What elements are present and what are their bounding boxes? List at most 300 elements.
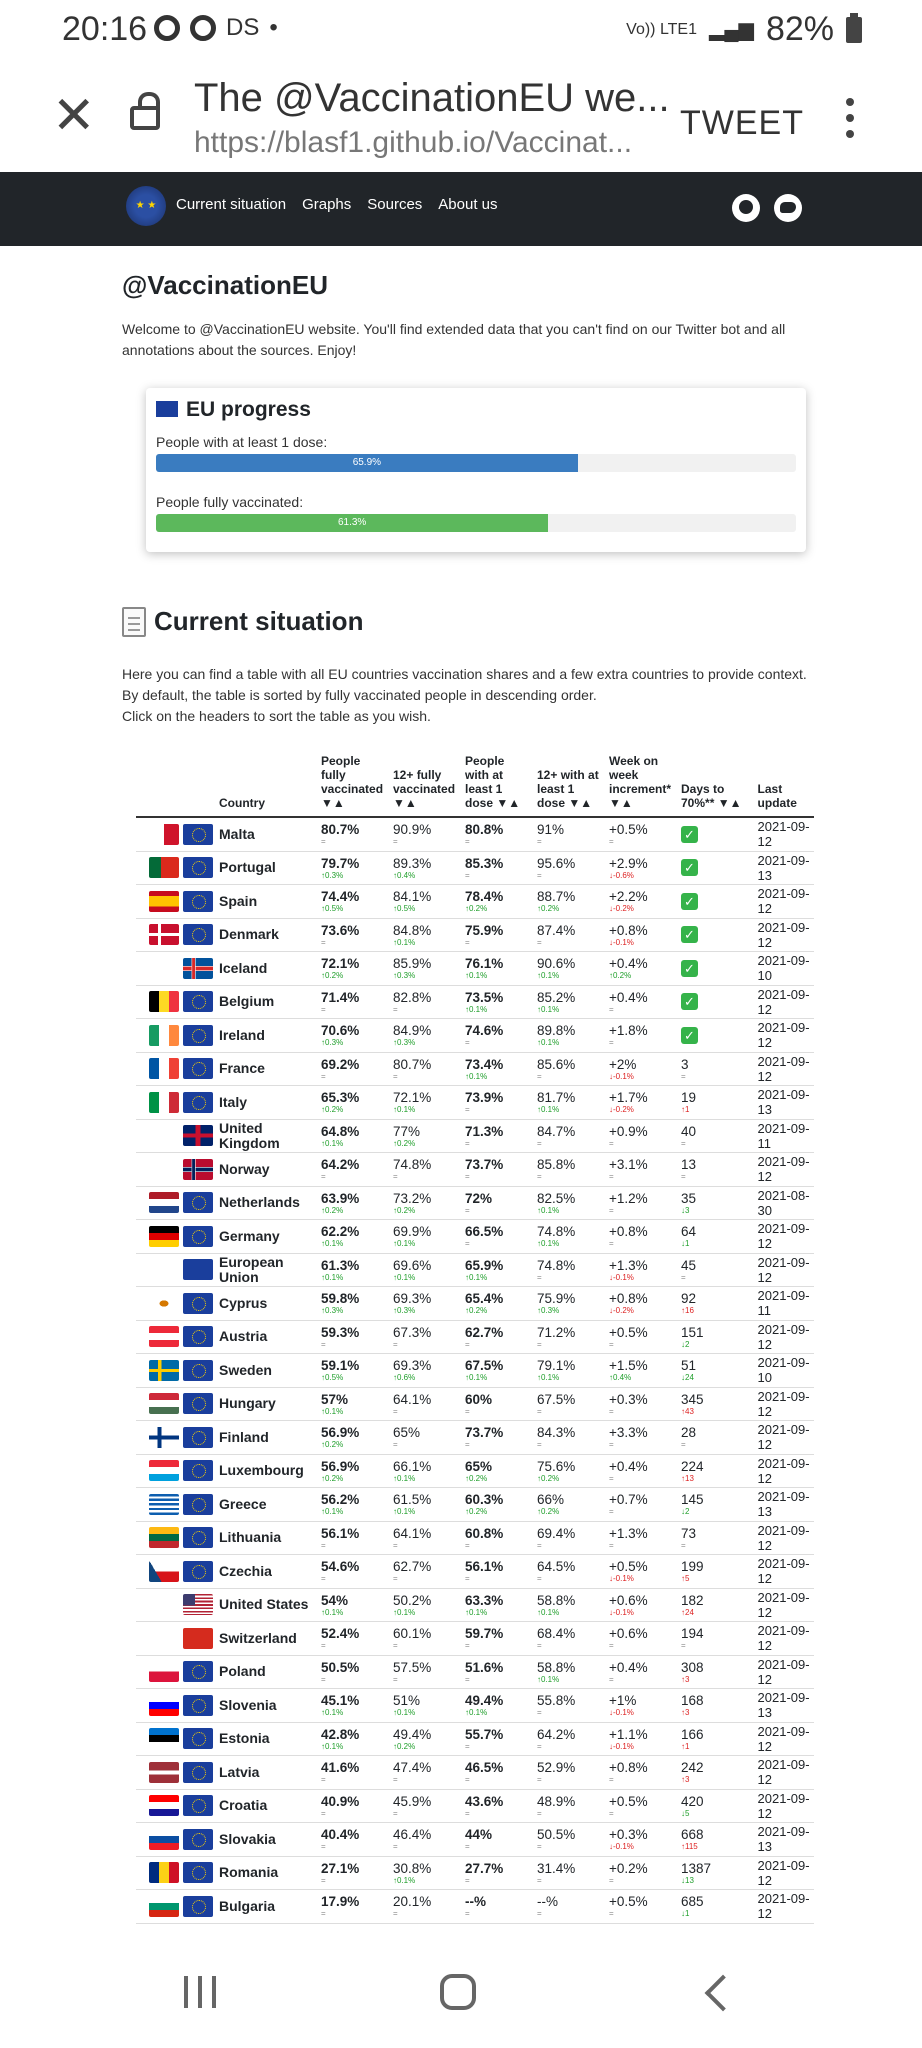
table-row [136,1655,814,1689]
country-flag-icon [149,1360,179,1381]
country-flag-icon [149,1092,179,1113]
days-cell: 420 ↓5 [678,1789,755,1823]
data-cell: 75.9% ↑0.3% [534,1287,606,1321]
country-name: Norway [216,1153,318,1187]
data-cell: 64.1% = [390,1521,462,1555]
country-name: Bulgaria [216,1890,318,1924]
recents-icon[interactable] [184,1976,216,2008]
eu-flag-icon [183,891,213,912]
data-cell: 84.9% ↑0.3% [390,1019,462,1053]
data-cell: +3.1% = [606,1153,678,1187]
flags-cell [136,1823,216,1857]
flags-cell [136,1588,216,1622]
eu-flag-icon [183,1728,213,1749]
table-row [136,1722,814,1756]
days-cell: 13 = [678,1153,755,1187]
country-name: Ireland [216,1019,318,1053]
battery-percent: 82% [765,10,834,48]
eu-flag-icon [183,1427,213,1448]
data-cell: 90.6% ↑0.1% [534,952,606,986]
country-flag-icon [149,1795,179,1816]
data-cell: 80.8% = [462,817,534,851]
chrome-icon [154,15,180,41]
data-cell: 58.8% ↑0.1% [534,1655,606,1689]
data-cell: 64.8% ↑0.1% [318,1119,390,1153]
data-cell: 69.9% ↑0.1% [390,1220,462,1254]
section-description: Here you can find a table with all EU countries vaccination shares and a few extra countries to provide context. By default, the table is sorted by fully vaccinated people in descending order. Click on the headers to sort the table as you wish. [122,666,807,724]
data-cell: 91% = [534,817,606,851]
check-icon: ✓ [681,826,698,843]
flags-cell [136,1521,216,1555]
data-cell: +0.5% ↓-0.1% [606,1555,678,1589]
home-icon[interactable] [440,1974,476,2010]
github-icon[interactable] [732,194,760,222]
eu-progress-title: EU progress [156,398,311,422]
data-cell: 50.5% = [318,1655,390,1689]
flags-cell [136,1722,216,1756]
days-cell [678,851,755,885]
data-cell: --% = [462,1890,534,1924]
country-name: Croatia [216,1789,318,1823]
data-cell: 31.4% = [534,1856,606,1890]
country-name: Portugal [216,851,318,885]
eu-flag-icon [183,1360,213,1381]
nav-sources[interactable]: Sources [367,196,423,213]
table-row [136,1320,814,1354]
data-cell: 75.6% ↑0.2% [534,1454,606,1488]
flags-cell [136,1488,216,1522]
days-cell [678,985,755,1019]
last-update-cell: 2021-09-13 [755,1823,814,1857]
flags-cell [136,1354,216,1388]
country-name: Germany [216,1220,318,1254]
table-row [136,1387,814,1421]
chrome-icon [190,15,216,41]
welcome-text: Welcome to @VaccinationEU website. You'll find extended data that you can't find on our Twitter bot and all annotations about the sources. Enjoy! [122,321,786,358]
last-update-cell: 2021-09-12 [755,1019,814,1053]
country-name: Iceland [216,952,318,986]
country-flag-icon [149,1561,179,1582]
close-icon[interactable]: ✕ [52,87,96,145]
twitter-icon[interactable] [774,194,802,222]
tweet-button[interactable]: TWEET [680,104,804,142]
nav-graphs[interactable]: Graphs [302,196,352,213]
check-icon: ✓ [681,926,698,943]
page-url[interactable]: https://blasf1.github.io/Vaccinat... [194,126,633,159]
data-cell: 80.7% = [390,1052,462,1086]
days-cell: 685 ↓1 [678,1890,755,1924]
country-name: Hungary [216,1387,318,1421]
data-cell: 79.7% ↑0.3% [318,851,390,885]
header-week-increment[interactable]: Week on week increment* ▼▲ [606,752,678,817]
data-cell: 69.3% ↑0.6% [390,1354,462,1388]
data-cell: 17.9% = [318,1890,390,1924]
table-row [136,1856,814,1890]
country-name: Denmark [216,918,318,952]
data-cell: 73.5% ↑0.1% [462,985,534,1019]
custom-tab-toolbar [0,62,922,173]
table-row [136,1488,814,1522]
table-header [136,752,814,817]
country-name: Czechia [216,1555,318,1589]
flags-cell [136,1789,216,1823]
data-cell: 56.9% ↑0.2% [318,1421,390,1455]
data-cell: 40.9% = [318,1789,390,1823]
last-update-cell: 2021-09-12 [755,1890,814,1924]
check-icon: ✓ [681,1027,698,1044]
country-flag-icon [183,1125,213,1146]
flags-cell [136,1153,216,1187]
eu-flag-icon [183,1293,213,1314]
data-cell: 79.1% ↑0.1% [534,1354,606,1388]
days-cell: 1387 ↓13 [678,1856,755,1890]
data-cell: 65.9% ↑0.1% [462,1253,534,1287]
data-cell: 84.8% ↑0.1% [390,918,462,952]
table-row [136,1019,814,1053]
site-navbar [0,172,922,246]
data-cell: 45.1% ↑0.1% [318,1689,390,1723]
table-row [136,1421,814,1455]
data-cell: 46.4% = [390,1823,462,1857]
last-update-cell: 2021-09-12 [755,885,814,919]
system-icons [626,10,862,49]
data-cell: 74.8% = [390,1153,462,1187]
eu-flag-icon [183,1393,213,1414]
table-row [136,1119,814,1153]
data-cell: 56.9% ↑0.2% [318,1454,390,1488]
flags-cell [136,1555,216,1589]
country-flag-icon [149,1896,179,1917]
data-cell: 89.3% ↑0.4% [390,851,462,885]
last-update-cell: 2021-09-12 [755,1220,814,1254]
country-name: France [216,1052,318,1086]
table-row [136,1622,814,1656]
site-logo[interactable]: ★ ★ [126,186,166,226]
days-cell: 168 ↑3 [678,1689,755,1723]
eu-flag-icon [183,1762,213,1783]
country-name: Latvia [216,1756,318,1790]
dose1-progress-bar [156,454,796,472]
data-cell: 87.4% = [534,918,606,952]
data-cell: 66.1% ↑0.1% [390,1454,462,1488]
flags-cell [136,1421,216,1455]
data-cell: 52.9% = [534,1756,606,1790]
table-row [136,1756,814,1790]
carrier-label: DS [226,14,260,41]
table-row [136,1052,814,1086]
data-cell: 51.6% = [462,1655,534,1689]
data-cell: +3.3% = [606,1421,678,1455]
data-cell: 77% ↑0.2% [390,1119,462,1153]
table-row [136,1890,814,1924]
country-flag-icon [149,1862,179,1883]
flags-cell [136,1622,216,1656]
data-cell: 72% = [462,1186,534,1220]
data-cell: 95.6% = [534,851,606,885]
header-country[interactable]: Country [216,752,318,817]
table-row [136,1521,814,1555]
header-12-at-least-1-dose[interactable]: 12+ with at least 1 dose ▼▲ [534,752,606,817]
data-cell: 61.5% ↑0.1% [390,1488,462,1522]
header-last-update[interactable]: Last update [755,752,814,817]
data-cell: 82.5% ↑0.1% [534,1186,606,1220]
data-cell: 69.3% ↑0.3% [390,1287,462,1321]
table-row [136,1253,814,1287]
data-cell: 69.2% = [318,1052,390,1086]
lock-icon[interactable] [130,106,160,130]
data-cell: --% = [534,1890,606,1924]
country-flag-icon [183,1159,213,1180]
signal-icon: ▂▄▆ [709,19,754,41]
last-update-cell: 2021-09-12 [755,1387,814,1421]
flags-cell [136,918,216,952]
back-icon[interactable] [705,1975,742,2012]
data-cell: 84.7% = [534,1119,606,1153]
header-12-fully-vaccinated[interactable]: 12+ fully vaccinated ▼▲ [390,752,462,817]
country-name: Poland [216,1655,318,1689]
data-cell: 73.2% ↑0.2% [390,1186,462,1220]
eu-flag-icon [183,1226,213,1247]
eu-flag-icon [183,857,213,878]
data-cell: +1.8% = [606,1019,678,1053]
data-cell: 73.4% ↑0.1% [462,1052,534,1086]
data-cell: +0.8% = [606,1756,678,1790]
eu-flag-icon [183,1058,213,1079]
data-cell: 27.1% = [318,1856,390,1890]
data-cell: +0.8% ↓-0.1% [606,918,678,952]
vaccination-table [136,752,814,1924]
days-cell [678,885,755,919]
data-cell: 75.9% = [462,918,534,952]
data-cell: 67.5% = [534,1387,606,1421]
data-cell: 72.1% ↑0.2% [318,952,390,986]
days-cell: 73 = [678,1521,755,1555]
table-row [136,851,814,885]
flags-cell [136,1186,216,1220]
eu-flag-icon [183,1025,213,1046]
last-update-cell: 2021-09-13 [755,851,814,885]
data-cell: 67.5% ↑0.1% [462,1354,534,1388]
country-flag-icon [183,1594,213,1615]
data-cell: 62.7% = [390,1555,462,1589]
network-label: Vo)) LTE1 [626,20,697,38]
data-cell: 76.1% ↑0.1% [462,952,534,986]
data-cell: 56.2% ↑0.1% [318,1488,390,1522]
country-flag-icon [149,1762,179,1783]
days-cell: 51 ↓24 [678,1354,755,1388]
country-name: European Union [216,1253,318,1287]
flags-cell [136,1856,216,1890]
table-row [136,817,814,851]
country-flag-icon [149,891,179,912]
last-update-cell: 2021-09-12 [755,1521,814,1555]
days-cell [678,817,755,851]
vaccination-table-wrapper [136,752,814,1924]
data-cell: +0.8% = [606,1220,678,1254]
check-icon: ✓ [681,859,698,876]
data-cell: 68.4% = [534,1622,606,1656]
data-cell: +1.1% ↓-0.1% [606,1722,678,1756]
data-cell: 63.3% ↑0.1% [462,1588,534,1622]
days-cell: 40 = [678,1119,755,1153]
nav-current-situation[interactable]: Current situation [176,196,287,213]
eu-flag-icon [183,1494,213,1515]
flags-cell [136,817,216,851]
days-cell: 145 ↓2 [678,1488,755,1522]
eu-flag-icon [183,824,213,845]
data-cell: 85.9% ↑0.3% [390,952,462,986]
data-cell: 60.8% = [462,1521,534,1555]
country-name: Belgium [216,985,318,1019]
last-update-cell: 2021-09-12 [755,1421,814,1455]
table-row [136,985,814,1019]
country-flag-icon [149,1293,179,1314]
country-name: Cyprus [216,1287,318,1321]
eu-flag-icon [183,1460,213,1481]
data-cell: 81.7% ↑0.1% [534,1086,606,1120]
data-cell: 67.3% = [390,1320,462,1354]
data-cell: 70.6% ↑0.3% [318,1019,390,1053]
data-cell: 62.7% = [462,1320,534,1354]
data-cell: 49.4% ↑0.1% [462,1689,534,1723]
site-title: @VaccinationEU [122,270,328,300]
data-cell: +0.9% = [606,1119,678,1153]
table-row [136,1454,814,1488]
data-cell: 71.2% = [534,1320,606,1354]
status-bar [0,0,922,62]
country-name: Sweden [216,1354,318,1388]
data-cell: +2% ↓-0.1% [606,1052,678,1086]
days-cell: 242 ↑3 [678,1756,755,1790]
country-name: Spain [216,885,318,919]
eu-flag-icon [183,1527,213,1548]
country-flag-icon [149,1025,179,1046]
data-cell: 84.1% ↑0.5% [390,885,462,919]
flags-cell [136,851,216,885]
table-row [136,1823,814,1857]
country-flag-icon [149,1393,179,1414]
table-row [136,1186,814,1220]
full-progress-bar [156,514,796,532]
header-days-to-70[interactable]: Days to 70%** ▼▲ [678,752,755,817]
eu-flag-icon [183,1896,213,1917]
data-cell: 60.1% = [390,1622,462,1656]
notification-icons [154,14,278,42]
days-cell: 345 ↑43 [678,1387,755,1421]
days-cell: 668 ↑115 [678,1823,755,1857]
flags-cell [136,952,216,986]
data-cell: 62.2% ↑0.1% [318,1220,390,1254]
country-flag-icon [149,1527,179,1548]
data-cell: +1.7% ↓-0.2% [606,1086,678,1120]
data-cell: 63.9% ↑0.2% [318,1186,390,1220]
last-update-cell: 2021-09-12 [755,1320,814,1354]
check-icon: ✓ [681,993,698,1010]
data-cell: 73.7% = [462,1153,534,1187]
data-cell: 65.3% ↑0.2% [318,1086,390,1120]
eu-flag-icon [183,1862,213,1883]
country-flag-icon [149,824,179,845]
data-cell: 90.9% = [390,817,462,851]
data-cell: 50.5% = [534,1823,606,1857]
country-name: Italy [216,1086,318,1120]
data-cell: +0.7% = [606,1488,678,1522]
data-cell: 59.3% = [318,1320,390,1354]
data-cell: 42.8% ↑0.1% [318,1722,390,1756]
data-cell: 65.4% ↑0.2% [462,1287,534,1321]
data-cell: +2.2% ↓-0.2% [606,885,678,919]
data-cell: 50.2% ↑0.1% [390,1588,462,1622]
last-update-cell: 2021-09-12 [755,1153,814,1187]
eu-flag-icon [183,1326,213,1347]
data-cell: 73.6% = [318,918,390,952]
dot-icon: • [269,14,278,41]
last-update-cell: 2021-09-12 [755,1052,814,1086]
eu-flag-icon [183,1829,213,1850]
data-cell: 48.9% = [534,1789,606,1823]
data-cell: +0.4% ↑0.2% [606,952,678,986]
eu-flag-icon [156,401,178,417]
more-options-icon[interactable] [846,98,854,138]
days-cell: 19 ↑1 [678,1086,755,1120]
data-cell: 73.7% = [462,1421,534,1455]
eu-flag-icon [183,924,213,945]
page-title: The @VaccinationEU we... [194,76,670,120]
intro [122,246,812,361]
table-row [136,1086,814,1120]
table-row [136,1220,814,1254]
data-cell: 20.1% = [390,1890,462,1924]
nav-about-us[interactable]: About us [438,196,498,213]
data-cell: 56.1% = [318,1521,390,1555]
table-row [136,885,814,919]
data-cell: +1% ↓-0.1% [606,1689,678,1723]
data-cell: +1.3% = [606,1521,678,1555]
flags-cell [136,1756,216,1790]
header-at-least-1-dose[interactable]: People with at least 1 dose ▼▲ [462,752,534,817]
last-update-cell: 2021-09-12 [755,1789,814,1823]
data-cell: 74.4% ↑0.5% [318,885,390,919]
data-cell: +0.5% = [606,1320,678,1354]
table-row [136,952,814,986]
days-cell: 224 ↑13 [678,1454,755,1488]
nav-links [176,196,498,213]
last-update-cell: 2021-09-11 [755,1119,814,1153]
data-cell: 74.6% = [462,1019,534,1053]
data-cell: 64.2% = [534,1722,606,1756]
header-fully-vaccinated[interactable]: People fully vaccinated ▼▲ [318,752,390,817]
days-cell: 35 ↓3 [678,1186,755,1220]
last-update-cell: 2021-09-10 [755,1354,814,1388]
last-update-cell: 2021-09-11 [755,1287,814,1321]
country-name: Switzerland [216,1622,318,1656]
data-cell: 57.5% = [390,1655,462,1689]
data-cell: 30.8% ↑0.1% [390,1856,462,1890]
data-cell: 43.6% = [462,1789,534,1823]
last-update-cell: 2021-09-12 [755,1856,814,1890]
flags-cell [136,1320,216,1354]
data-cell: 45.9% = [390,1789,462,1823]
country-flag-icon [149,1058,179,1079]
flags-cell [136,985,216,1019]
last-update-cell: 2021-09-12 [755,1454,814,1488]
data-cell: 64.5% = [534,1555,606,1589]
data-cell: 56.1% = [462,1555,534,1589]
days-cell [678,1019,755,1053]
last-update-cell: 2021-09-13 [755,1086,814,1120]
days-cell: 64 ↓1 [678,1220,755,1254]
data-cell: +0.4% = [606,1655,678,1689]
